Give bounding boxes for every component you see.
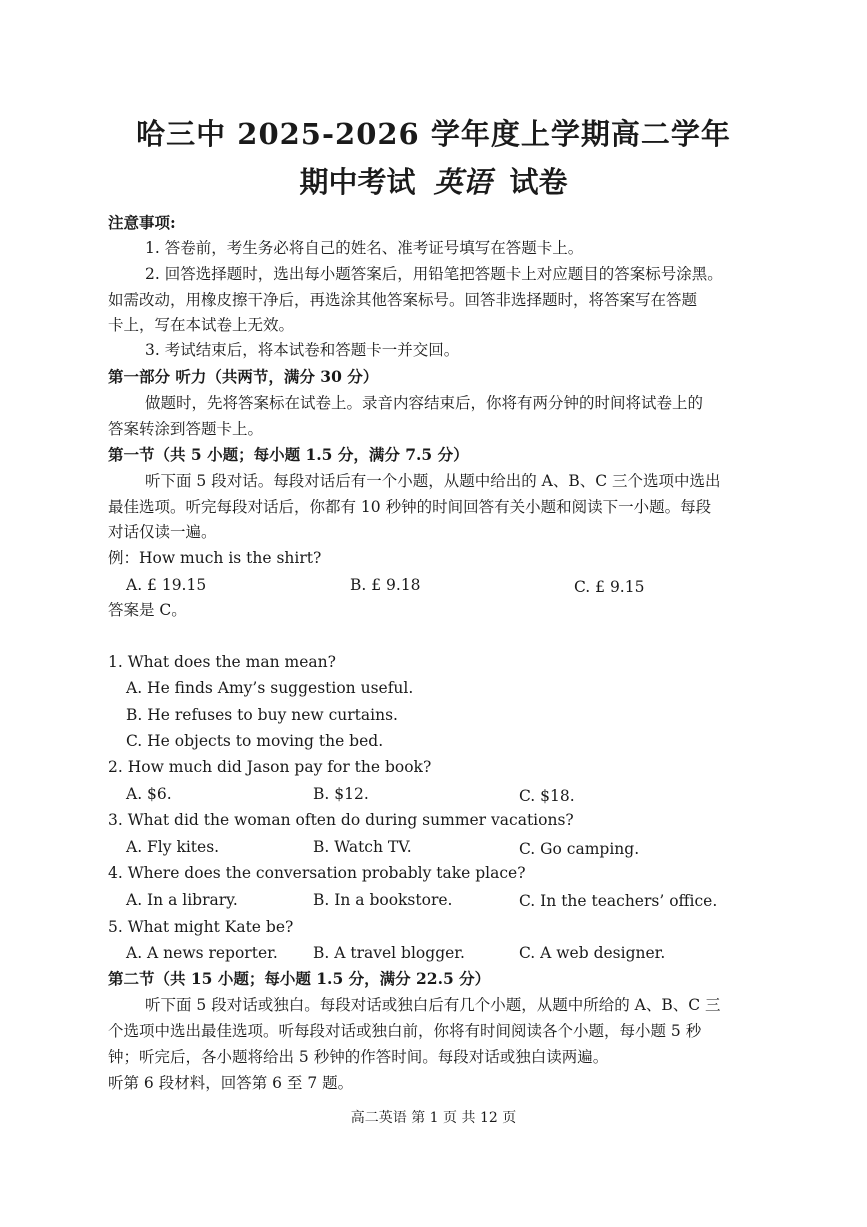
page-footer: 高二英语 第 1 页 共 12 页 [350, 1110, 517, 1126]
question-4-option-a: A. In a library. [126, 891, 238, 909]
example-question: 例：How much is the shirt? [108, 549, 322, 567]
question-1-option-c: C. He objects to moving the bed. [126, 732, 384, 750]
question-1: 1. What does the man mean? [108, 653, 336, 671]
notes-item-2a: 2. 回答选择题时，选出每小题答案后，用铅笔把答题卡上对应题目的答案标号涂黑。 [145, 265, 723, 283]
notes-item-3: 3. 考试结束后，将本试卷和答题卡一并交回。 [145, 341, 460, 359]
question-3: 3. What did the woman often do during summer vacations? [108, 811, 574, 829]
example-option-a: A. £ 19.15 [126, 576, 207, 594]
question-2: 2. How much did Jason pay for the book? [108, 758, 432, 776]
question-3-option-a: A. Fly kites. [126, 838, 220, 856]
part1-intro-a: 做题时，先将答案标在试卷上。录音内容结束后，你将有两分钟的时间将试卷上的 [145, 394, 704, 412]
notes-item-2b: 如需改动，用橡皮擦干净后，再选涂其他答案标号。回答非选择题时，将答案写在答题 [108, 291, 698, 309]
question-4-option-c: C. In the teachers’ office. [519, 892, 718, 910]
question-1-option-b: B. He refuses to buy new curtains. [126, 706, 398, 724]
section1-intro-c: 对话仅读一遍。 [108, 523, 217, 541]
question-2-option-a: A. $6. [126, 785, 172, 803]
question-5: 5. What might Kate be? [108, 918, 294, 936]
example-option-b: B. £ 9.18 [350, 576, 421, 594]
question-4-option-b: B. In a bookstore. [313, 891, 453, 909]
question-3-option-b: B. Watch TV. [313, 838, 412, 856]
question-5-option-a: A. A news reporter. [126, 944, 278, 962]
notes-item-1: 1. 答卷前，考生务必将自己的姓名、准考证号填写在答题卡上。 [145, 239, 584, 257]
part1-intro-b: 答案转涂到答题卡上。 [108, 420, 264, 438]
exam-title-line2 [0, 160, 867, 201]
question-4: 4. Where does the conversation probably take place? [108, 864, 526, 882]
notes-item-2c: 卡上，写在本试卷上无效。 [108, 316, 295, 334]
question-2-option-b: B. $12. [313, 785, 369, 803]
section2-intro-a: 听下面 5 段对话或独白。每段对话或独白后有几个小题，从题中所给的 A、B、C 三 [145, 996, 721, 1014]
example-option-c: C. £ 9.15 [574, 578, 645, 596]
notes-heading: 注意事项: [108, 213, 176, 232]
part1-heading: 第一部分 听力（共两节，满分 30 分） [108, 367, 379, 386]
exam-title-line1: 哈三中 2025-2026 学年度上学期高二学年 [136, 117, 731, 151]
section2-intro-c: 钟；听完后，各小题将给出 5 秒钟的作答时间。每段对话或独白读两遍。 [108, 1048, 609, 1066]
question-3-option-c: C. Go camping. [519, 840, 640, 858]
question-1-option-a: A. He finds Amy’s suggestion useful. [126, 679, 414, 697]
section1-intro-b: 最佳选项。听完每段对话后，你都有 10 秒钟的时间回答有关小题和阅读下一小题。每段 [108, 498, 712, 516]
title-post: 试卷 [509, 165, 568, 199]
section2-intro-b: 个选项中选出最佳选项。听每段对话或独白前，你将有时间阅读各个小题，每小题 5 秒 [108, 1022, 702, 1040]
question-5-option-c: C. A web designer. [519, 944, 666, 962]
section1-heading: 第一节（共 5 小题；每小题 1.5 分，满分 7.5 分） [108, 445, 469, 464]
section2-heading: 第二节（共 15 小题；每小题 1.5 分，满分 22.5 分） [108, 969, 491, 988]
example-answer: 答案是 C。 [108, 601, 187, 619]
title-pre: 期中考试 [299, 165, 416, 199]
title-subject: 英语 [433, 165, 492, 199]
question-2-option-c: C. $18. [519, 787, 575, 805]
question-5-option-b: B. A travel blogger. [313, 944, 465, 962]
section2-material: 听第 6 段材料，回答第 6 至 7 题。 [108, 1074, 354, 1092]
section1-intro-a: 听下面 5 段对话。每段对话后有一个小题，从题中给出的 A、B、C 三个选项中选出 [145, 472, 721, 490]
